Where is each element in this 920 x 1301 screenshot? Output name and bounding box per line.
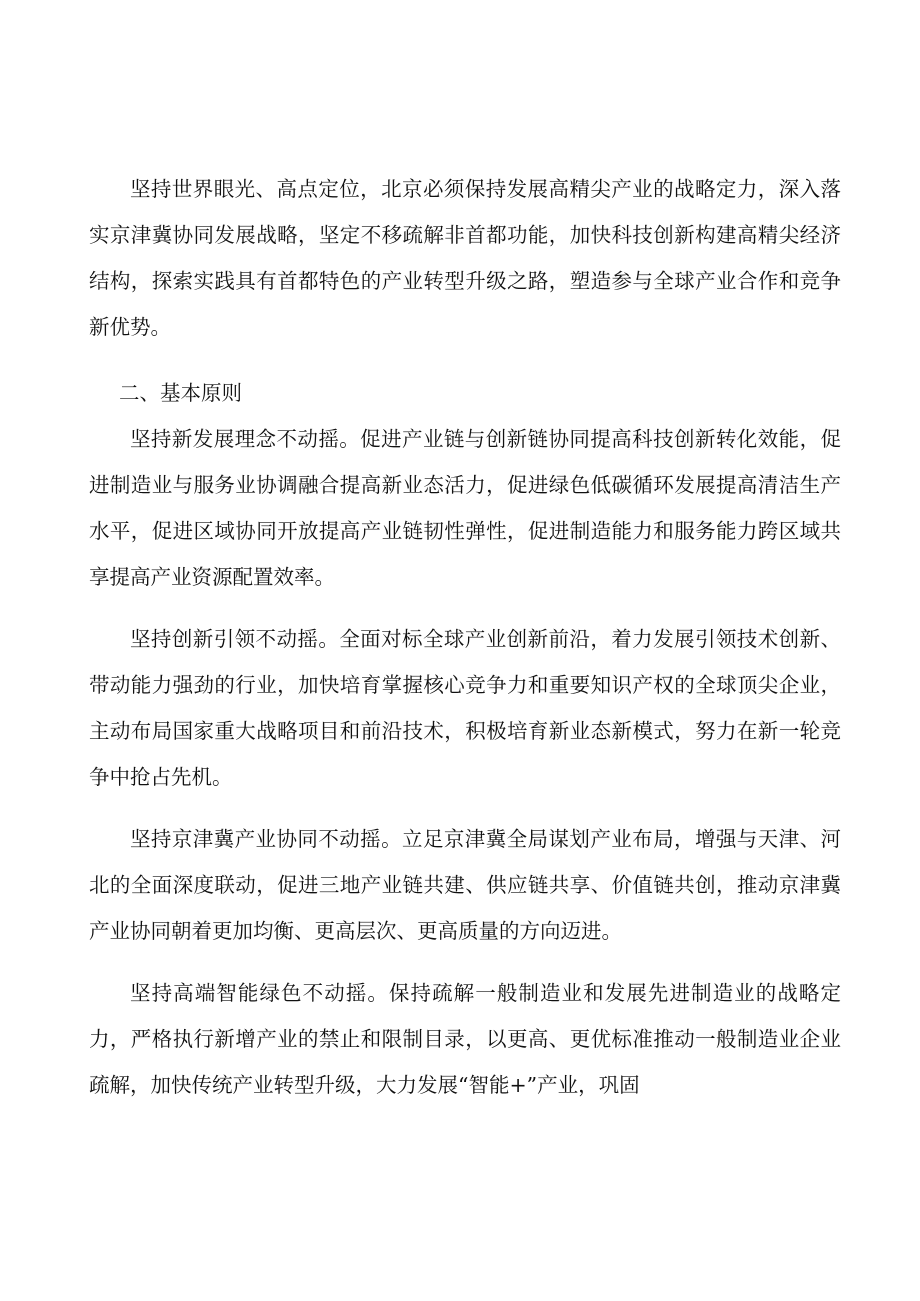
principle-paragraph-3: 坚持京津冀产业协同不动摇。立足京津冀全局谋划产业布局，增强与天津、河北的全面深度联动，促进三地产业链共建、供应链共享、价值链共创，推动京津冀产业协同朝着更加均衡、更高层次、更高质量的方向迈进。 [89,827,841,943]
principle-paragraph-1: 坚持新发展理念不动摇。促进产业链与创新链协同提高科技创新转化效能，促进制造业与服务业协调融合提高新业态活力，促进绿色低碳循环发展提高清洁生产水平，促进区域协同开放提高产业链韧性弹性，促进制造能力和服务能力跨区域共享提高产业资源配置效率。 [89,427,841,589]
section-heading: 二、基本原则 [119,381,242,405]
intro-paragraph: 坚持世界眼光、高点定位，北京必须保持发展高精尖产业的战略定力，深入落实京津冀协同发展战略，坚定不移疏解非首都功能，加快科技创新构建高精尖经济结构，探索实践具有首都特色的产业转型升级之路，塑造参与全球产业合作和竞争新优势。 [89,177,841,339]
document-body [89,166,841,1108]
principle-paragraph-2: 坚持创新引领不动摇。全面对标全球产业创新前沿，着力发展引领技术创新、带动能力强劲的行业，加快培育掌握核心竞争力和重要知识产权的全球顶尖企业，主动布局国家重大战略项目和前沿技术，积极培育新业态新模式，努力在新一轮竞争中抢占先机。 [89,627,841,789]
principle-paragraph-4: 坚持高端智能绿色不动摇。保持疏解一般制造业和发展先进制造业的战略定力，严格执行新增产业的禁止和限制目录，以更高、更优标准推动一般制造业企业疏解，加快传统产业转型升级，大力发展“智能+”产业，巩固 [89,981,841,1097]
